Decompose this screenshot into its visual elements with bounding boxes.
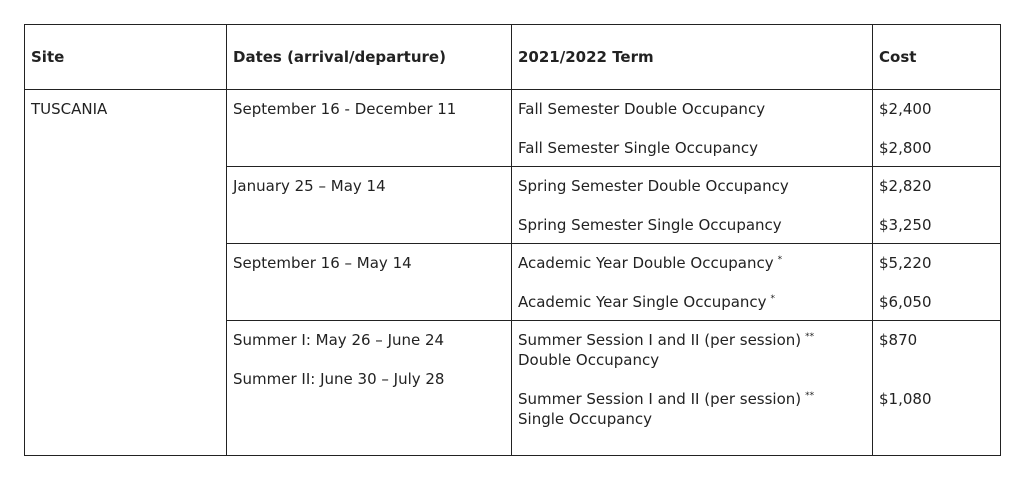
dates-text: September 16 - December 11 [233, 100, 457, 118]
dates-text: Summer I: May 26 – June 24 [233, 331, 445, 349]
table-row [25, 90, 1001, 167]
term-cell [512, 90, 873, 167]
term-cell [512, 244, 873, 321]
cost-value: $5,220 [879, 254, 932, 272]
term-label-line2: Double Occupancy [518, 351, 660, 369]
term-label: Summer Session I and II (per session) [518, 390, 802, 408]
site-cell [25, 90, 227, 456]
cost-value: $3,250 [879, 216, 932, 234]
term-label: Spring Semester Double Occupancy [518, 177, 789, 195]
term-line [518, 292, 866, 312]
term-cell [512, 167, 873, 244]
term-label: Spring Semester Single Occupancy [518, 216, 782, 234]
cost-value: $2,400 [879, 100, 932, 118]
cost-value: $2,820 [879, 177, 932, 195]
footnote-marker: ** [805, 332, 815, 342]
term-line [518, 389, 866, 409]
header-row [25, 25, 1001, 90]
header-term: 2021/2022 Term [512, 25, 873, 90]
term-label-line2: Single Occupancy [518, 410, 653, 428]
cost-value: $1,080 [879, 390, 932, 408]
header-dates: Dates (arrival/departure) [227, 25, 512, 90]
term-label: Fall Semester Double Occupancy [518, 100, 766, 118]
footnote-marker: ** [805, 391, 815, 401]
dates-cell [227, 90, 512, 167]
dates-text: September 16 – May 14 [233, 254, 412, 272]
header-cost: Cost [873, 25, 1001, 90]
cost-cell [873, 90, 1001, 167]
pricing-table [24, 24, 1001, 456]
term-line [518, 321, 866, 350]
term-label: Academic Year Double Occupancy [518, 254, 774, 272]
footnote-marker: * [777, 255, 783, 265]
cost-value: $870 [879, 331, 918, 349]
term-label: Academic Year Single Occupancy [518, 293, 767, 311]
dates-cell [227, 167, 512, 244]
cost-value: $6,050 [879, 293, 932, 311]
cost-value: $2,800 [879, 139, 932, 157]
footnote-marker: * [770, 294, 776, 304]
site-name: TUSCANIA [31, 100, 108, 118]
term-label: Fall Semester Single Occupancy [518, 139, 759, 157]
dates-text: January 25 – May 14 [233, 177, 386, 195]
term-line [518, 244, 866, 273]
cost-cell [873, 321, 1001, 456]
cost-cell [873, 244, 1001, 321]
dates-cell [227, 244, 512, 321]
cost-cell [873, 167, 1001, 244]
dates-text: Summer II: June 30 – July 28 [233, 370, 445, 388]
header-site: Site [25, 25, 227, 90]
term-label: Summer Session I and II (per session) [518, 331, 802, 349]
term-cell [512, 321, 873, 456]
dates-cell [227, 321, 512, 456]
